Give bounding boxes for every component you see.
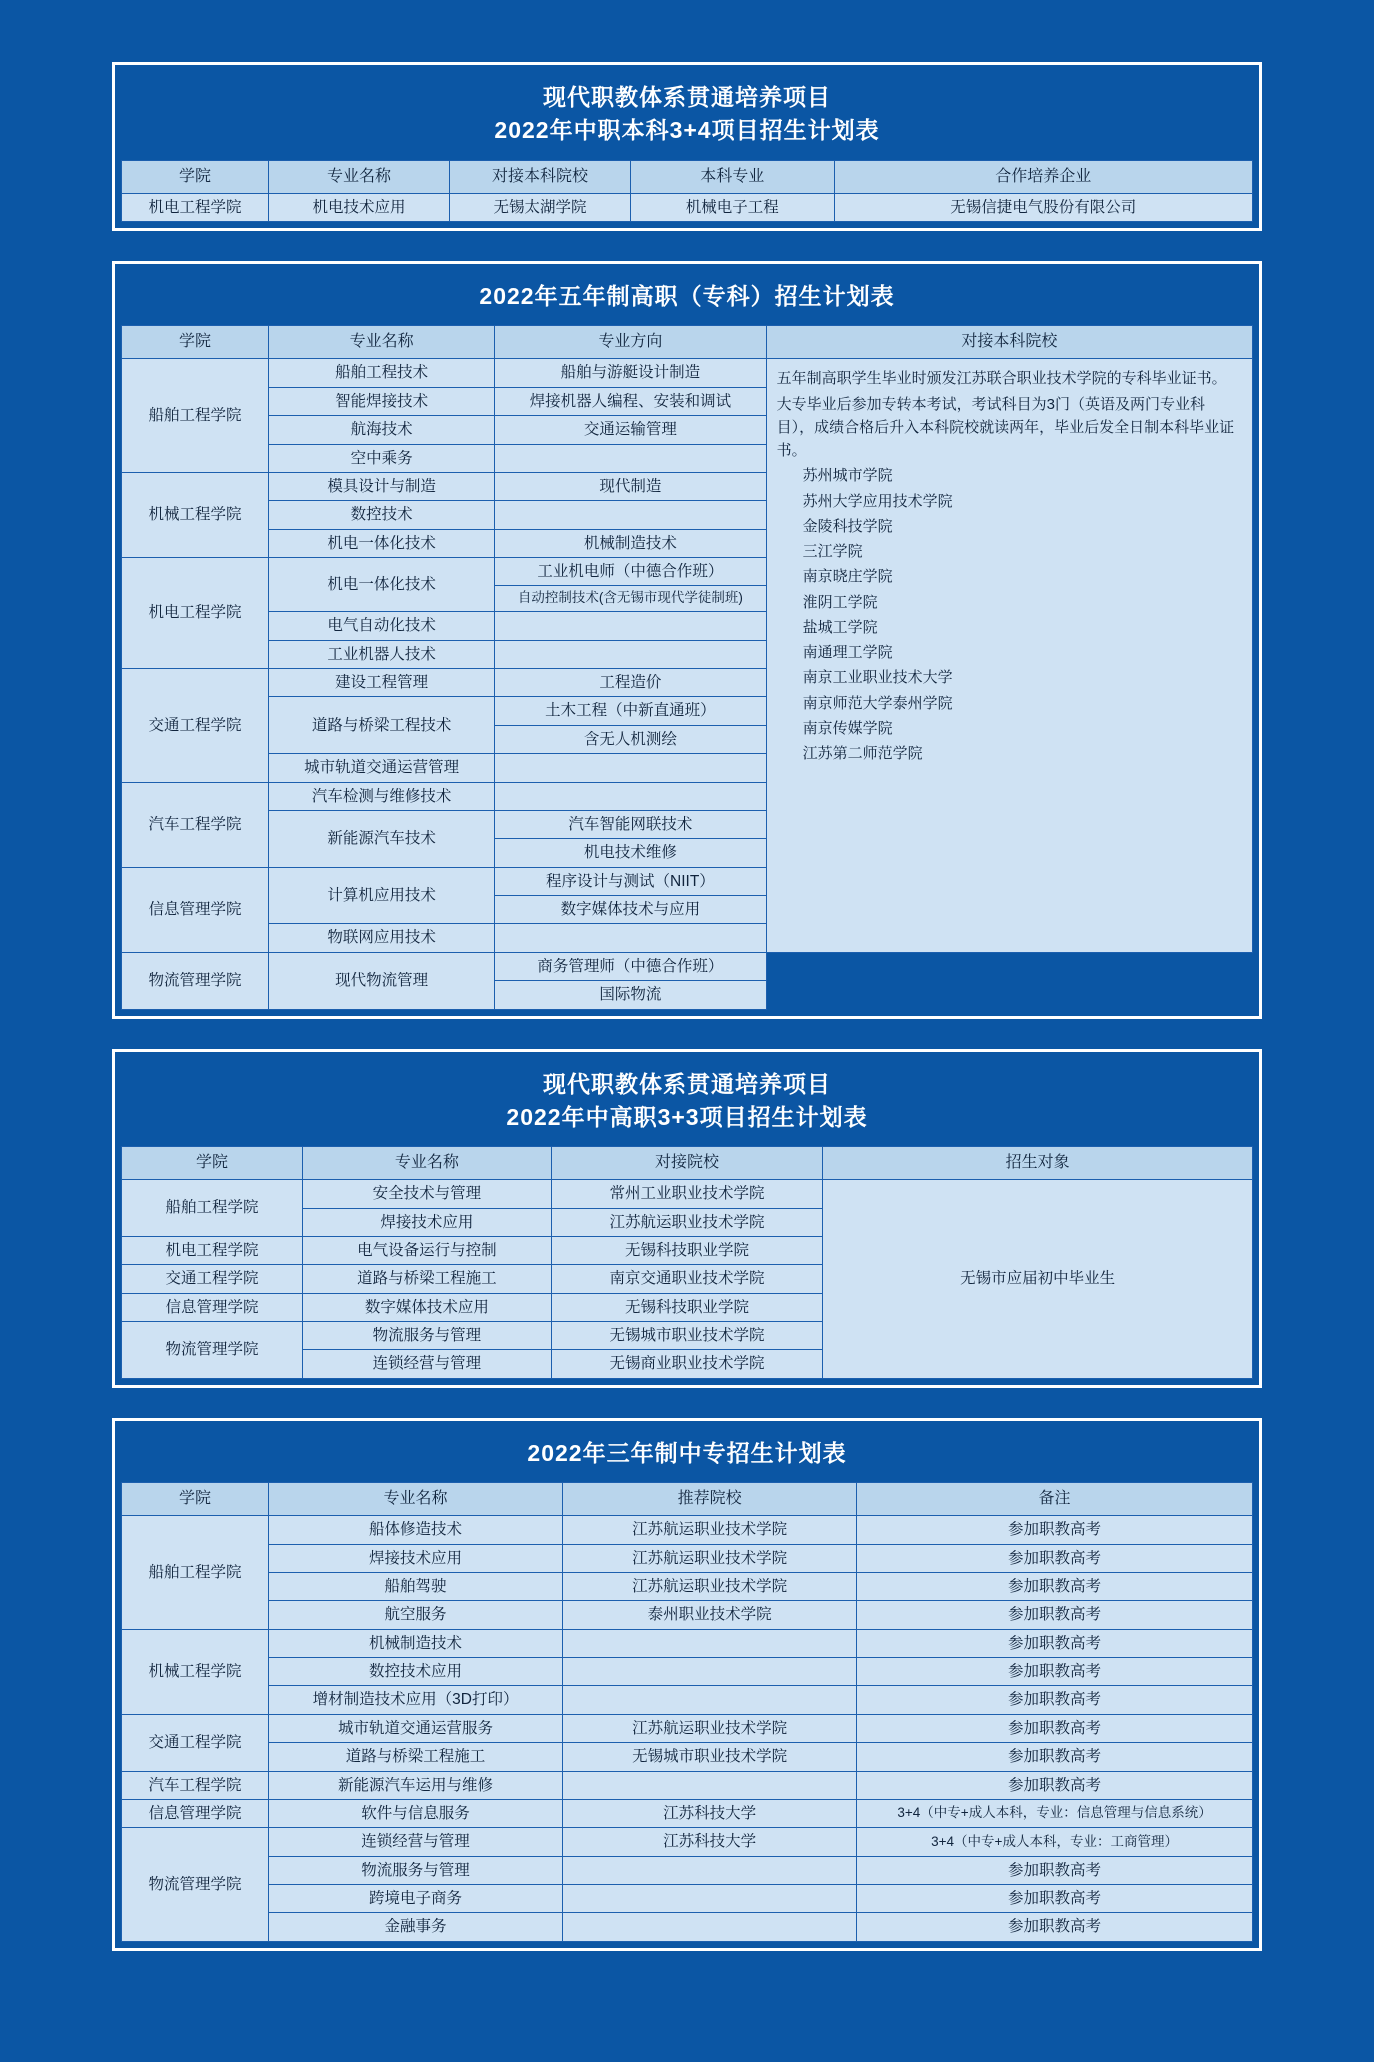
table-title-row: [122, 1058, 1253, 1147]
cell-direction: 现代制造: [495, 472, 766, 500]
cell-major: 机电一体化技术: [269, 558, 495, 612]
cell-recommended-school: [563, 1913, 857, 1941]
note-school: 淮阴工学院: [802, 593, 878, 611]
cell-partner-university: 无锡太湖学院: [449, 193, 630, 221]
block-zhonggaozhi-3plus3: [112, 1049, 1262, 1388]
table-row: [122, 1180, 1253, 1208]
table-row: [122, 1686, 1253, 1714]
note-school: 南京晓庄学院: [802, 568, 893, 586]
note-school: 苏州大学应用技术学院: [802, 492, 953, 510]
cell-remark: 参加职教高考: [857, 1629, 1253, 1657]
cell-direction: [495, 612, 766, 640]
cell-major: 电气自动化技术: [269, 612, 495, 640]
cell-college: 船舶工程学院: [122, 1180, 303, 1237]
cell-remark: 参加职教高考: [857, 1913, 1253, 1941]
table-row: [122, 359, 1253, 387]
cell-college: 船舶工程学院: [122, 1516, 269, 1630]
cell-major: 新能源汽车技术: [269, 810, 495, 867]
cell-major: 电气设备运行与控制: [302, 1236, 551, 1264]
table-row: [122, 1913, 1253, 1941]
cell-remark: 参加职教高考: [857, 1743, 1253, 1771]
table-row: [122, 1856, 1253, 1884]
cell-major: 焊接技术应用: [302, 1208, 551, 1236]
table-row: [122, 1828, 1253, 1856]
cell-major: 空中乘务: [269, 444, 495, 472]
cell-college: 机电工程学院: [122, 1236, 303, 1264]
cell-remark: 参加职教高考: [857, 1544, 1253, 1572]
cell-college: 船舶工程学院: [122, 359, 269, 473]
cell-major: 道路与桥梁工程施工: [269, 1743, 563, 1771]
cell-remark: 参加职教高考: [857, 1572, 1253, 1600]
table-row: [122, 1771, 1253, 1799]
table-header-row: [122, 326, 1253, 359]
cell-college: 交通工程学院: [122, 1265, 303, 1293]
cell-remark: 参加职教高考: [857, 1601, 1253, 1629]
cell-remark: 参加职教高考: [857, 1771, 1253, 1799]
cell-partner-school: 无锡商业职业技术学院: [551, 1350, 822, 1378]
cell-recommended-school: [563, 1885, 857, 1913]
cell-major: 物流服务与管理: [302, 1322, 551, 1350]
table-title: 2022年三年制中专招生计划表: [122, 1427, 1253, 1483]
table-title: [122, 71, 1253, 160]
cell-college: 信息管理学院: [122, 1799, 269, 1827]
cell-partner-school: 南京交通职业技术学院: [551, 1265, 822, 1293]
cell-recommended-school: [563, 1686, 857, 1714]
table-title-row: [122, 71, 1253, 160]
cell-recommended-school: 江苏航运职业技术学院: [563, 1516, 857, 1544]
col-header-undergrad-major: 本科专业: [630, 160, 834, 193]
cell-recommended-school: 江苏航运职业技术学院: [563, 1544, 857, 1572]
cell-college: 信息管理学院: [122, 1293, 303, 1321]
cell-major: 道路与桥梁工程技术: [269, 697, 495, 754]
col-header-college: 学院: [122, 1147, 303, 1180]
cell-direction: 国际物流: [495, 981, 766, 1009]
cell-college: 物流管理学院: [122, 1322, 303, 1379]
col-header-recommended-school: 推荐院校: [563, 1483, 857, 1516]
col-header-remark: 备注: [857, 1483, 1253, 1516]
cell-remark: 参加职教高考: [857, 1516, 1253, 1544]
table-row: [122, 1658, 1253, 1686]
cell-major: 模具设计与制造: [269, 472, 495, 500]
cell-remark: 参加职教高考: [857, 1658, 1253, 1686]
block-zhongzhi-benke-3plus4: [112, 62, 1262, 231]
cell-direction: 交通运输管理: [495, 416, 766, 444]
table-row: [122, 1572, 1253, 1600]
cell-major: 现代物流管理: [269, 952, 495, 1009]
cell-direction: 焊接机器人编程、安装和调试: [495, 387, 766, 415]
cell-direction: [495, 444, 766, 472]
note-school: 南京工业职业技术大学: [802, 669, 953, 687]
cell-major: 计算机应用技术: [269, 867, 495, 924]
cell-recommended-school: 江苏航运职业技术学院: [563, 1714, 857, 1742]
cell-major: 软件与信息服务: [269, 1799, 563, 1827]
cell-direction: 机械制造技术: [495, 529, 766, 557]
cell-partner-school: 无锡城市职业技术学院: [551, 1322, 822, 1350]
cell-direction: 含无人机测绘: [495, 725, 766, 753]
table-row: [122, 952, 1253, 980]
title-line-1: 现代职教体系贯通培养项目: [543, 84, 831, 110]
title-line-2: 2022年中高职3+3项目招生计划表: [506, 1103, 868, 1130]
cell-recommended-school: [563, 1771, 857, 1799]
col-header-partner-school: 对接院校: [551, 1147, 822, 1180]
cell-major: 船舶驾驶: [269, 1572, 563, 1600]
table-header-row: [122, 1147, 1253, 1180]
cell-direction: 汽车智能网联技术: [495, 810, 766, 838]
col-header-partner-university: 对接本科院校: [449, 160, 630, 193]
cell-direction: 数字媒体技术与应用: [495, 896, 766, 924]
cell-major: 跨境电子商务: [269, 1885, 563, 1913]
col-header-direction: 专业方向: [495, 326, 766, 359]
col-header-partner-university: 对接本科院校: [766, 326, 1252, 359]
col-header-college: 学院: [122, 1483, 269, 1516]
cell-direction: 工业机电师（中德合作班）: [495, 558, 766, 586]
table-row: [122, 1714, 1253, 1742]
cell-direction: [495, 782, 766, 810]
cell-college: 汽车工程学院: [122, 1771, 269, 1799]
cell-college: 机械工程学院: [122, 1629, 269, 1714]
note-paragraph-1: 五年制高职学生毕业时颁发江苏联合职业技术学院的专科毕业证书。: [776, 370, 1227, 388]
note-school: 江苏第二师范学院: [802, 745, 923, 763]
table-title-row: [122, 1427, 1253, 1483]
cell-direction: 工程造价: [495, 669, 766, 697]
cell-major: 连锁经营与管理: [302, 1350, 551, 1378]
col-header-college: 学院: [122, 326, 269, 359]
cell-recommended-school: 江苏科技大学: [563, 1799, 857, 1827]
table-title: 2022年五年制高职（专科）招生计划表: [122, 270, 1253, 326]
cell-college: 机电工程学院: [122, 558, 269, 669]
cell-major: 建设工程管理: [269, 669, 495, 697]
cell-direction: [495, 501, 766, 529]
table-row: [122, 1516, 1253, 1544]
cell-partner-school: 无锡科技职业学院: [551, 1293, 822, 1321]
table-row: [122, 1544, 1253, 1572]
table-title-row: [122, 270, 1253, 326]
cell-recommended-school: 泰州职业技术学院: [563, 1601, 857, 1629]
cell-major: 城市轨道交通运营服务: [269, 1714, 563, 1742]
cell-major: 新能源汽车运用与维修: [269, 1771, 563, 1799]
cell-recommended-school: [563, 1629, 857, 1657]
col-header-major: 专业名称: [269, 160, 450, 193]
table-3plus4: [121, 71, 1253, 222]
cell-major: 机械制造技术: [269, 1629, 563, 1657]
cell-direction: 商务管理师（中德合作班）: [495, 952, 766, 980]
cell-direction: 机电技术维修: [495, 839, 766, 867]
table-row: [122, 1629, 1253, 1657]
table-title: [122, 1058, 1253, 1147]
col-header-major: 专业名称: [269, 326, 495, 359]
table-row: [122, 193, 1253, 221]
table-row: [122, 1885, 1253, 1913]
cell-major: 道路与桥梁工程施工: [302, 1265, 551, 1293]
block-three-year-zhongzhuan: [112, 1418, 1262, 1951]
note-school: 苏州城市学院: [802, 467, 893, 485]
cell-major: 工业机器人技术: [269, 640, 495, 668]
col-header-major: 专业名称: [302, 1147, 551, 1180]
col-header-college: 学院: [122, 160, 269, 193]
cell-enroll-target: 无锡市应届初中毕业生: [823, 1180, 1253, 1379]
note-paragraph-2: 大专毕业后参加专转本考试，考试科目为3门（英语及两门专业科目），成绩合格后升入本科院校就读两年，毕业后发全日制本科毕业证书。: [776, 395, 1235, 460]
block-five-year-college: [112, 261, 1262, 1018]
note-school: 南京传媒学院: [802, 719, 893, 737]
cell-partner-school: 江苏航运职业技术学院: [551, 1208, 822, 1236]
note-school: 南京师范大学泰州学院: [802, 694, 953, 712]
cell-direction: 船舶与游艇设计制造: [495, 359, 766, 387]
cell-remark: 参加职教高考: [857, 1856, 1253, 1884]
cell-major: 数字媒体技术应用: [302, 1293, 551, 1321]
cell-direction: [495, 924, 766, 952]
cell-major: 安全技术与管理: [302, 1180, 551, 1208]
table-row: [122, 1799, 1253, 1827]
cell-remark: 参加职教高考: [857, 1714, 1253, 1742]
cell-college: 信息管理学院: [122, 867, 269, 952]
table-header-row: [122, 160, 1253, 193]
table-row: [122, 1601, 1253, 1629]
col-header-partner-company: 合作培养企业: [834, 160, 1253, 193]
cell-major: 城市轨道交通运营管理: [269, 754, 495, 782]
cell-major: 连锁经营与管理: [269, 1828, 563, 1856]
cell-college: 机电工程学院: [122, 193, 269, 221]
cell-recommended-school: 无锡城市职业技术学院: [563, 1743, 857, 1771]
cell-recommended-school: 江苏航运职业技术学院: [563, 1572, 857, 1600]
note-school: 金陵科技学院: [802, 517, 893, 535]
cell-college: 交通工程学院: [122, 669, 269, 783]
table-header-row: [122, 1483, 1253, 1516]
cell-major: 物流服务与管理: [269, 1856, 563, 1884]
cell-major: 航海技术: [269, 416, 495, 444]
cell-major: 船舶工程技术: [269, 359, 495, 387]
table-three-year: [121, 1427, 1253, 1942]
note-school: 三江学院: [802, 543, 863, 561]
cell-direction: [495, 640, 766, 668]
cell-college: 机械工程学院: [122, 472, 269, 557]
cell-college: 交通工程学院: [122, 1714, 269, 1771]
cell-undergrad-major: 机械电子工程: [630, 193, 834, 221]
cell-major: 数控技术: [269, 501, 495, 529]
cell-remark: 参加职教高考: [857, 1885, 1253, 1913]
cell-major: 增材制造技术应用（3D打印）: [269, 1686, 563, 1714]
col-header-major: 专业名称: [269, 1483, 563, 1516]
title-line-1: 现代职教体系贯通培养项目: [543, 1070, 831, 1097]
cell-major: 船体修造技术: [269, 1516, 563, 1544]
table-row: [122, 1743, 1253, 1771]
cell-direction: 土木工程（中新直通班）: [495, 697, 766, 725]
cell-partner-school: 无锡科技职业学院: [551, 1236, 822, 1264]
cell-direction: 自动控制技术(含无锡市现代学徒制班): [495, 586, 766, 612]
cell-partner-school: 常州工业职业技术学院: [551, 1180, 822, 1208]
cell-remark: 参加职教高考: [857, 1686, 1253, 1714]
cell-major: 智能焊接技术: [269, 387, 495, 415]
cell-major: 机电技术应用: [269, 193, 450, 221]
cell-major: 汽车检测与维修技术: [269, 782, 495, 810]
cell-major: 焊接技术应用: [269, 1544, 563, 1572]
cell-major: 物联网应用技术: [269, 924, 495, 952]
note-school: 南通理工学院: [802, 644, 893, 662]
cell-remark: 3+4（中专+成人本科，专业：信息管理与信息系统）: [857, 1799, 1253, 1827]
col-header-enroll-target: 招生对象: [823, 1147, 1253, 1180]
cell-partner-company: 无锡信捷电气股份有限公司: [834, 193, 1253, 221]
cell-remark: 3+4（中专+成人本科，专业：工商管理）: [857, 1828, 1253, 1856]
table-five-year: [121, 270, 1253, 1009]
poster-page: [0, 62, 1374, 2062]
cell-note: [766, 359, 1252, 952]
cell-major: 金融事务: [269, 1913, 563, 1941]
cell-recommended-school: [563, 1856, 857, 1884]
cell-major: 数控技术应用: [269, 1658, 563, 1686]
cell-direction: 程序设计与测试（NIIT）: [495, 867, 766, 895]
note-school: 盐城工学院: [802, 618, 878, 636]
cell-college: 物流管理学院: [122, 1828, 269, 1942]
cell-direction: [495, 754, 766, 782]
cell-recommended-school: 江苏科技大学: [563, 1828, 857, 1856]
cell-college: 汽车工程学院: [122, 782, 269, 867]
cell-college: 物流管理学院: [122, 952, 269, 1009]
title-line-2: 2022年中职本科3+4项目招生计划表: [494, 117, 880, 144]
table-3plus3: [121, 1058, 1253, 1379]
cell-major: 航空服务: [269, 1601, 563, 1629]
cell-major: 机电一体化技术: [269, 529, 495, 557]
cell-recommended-school: [563, 1658, 857, 1686]
